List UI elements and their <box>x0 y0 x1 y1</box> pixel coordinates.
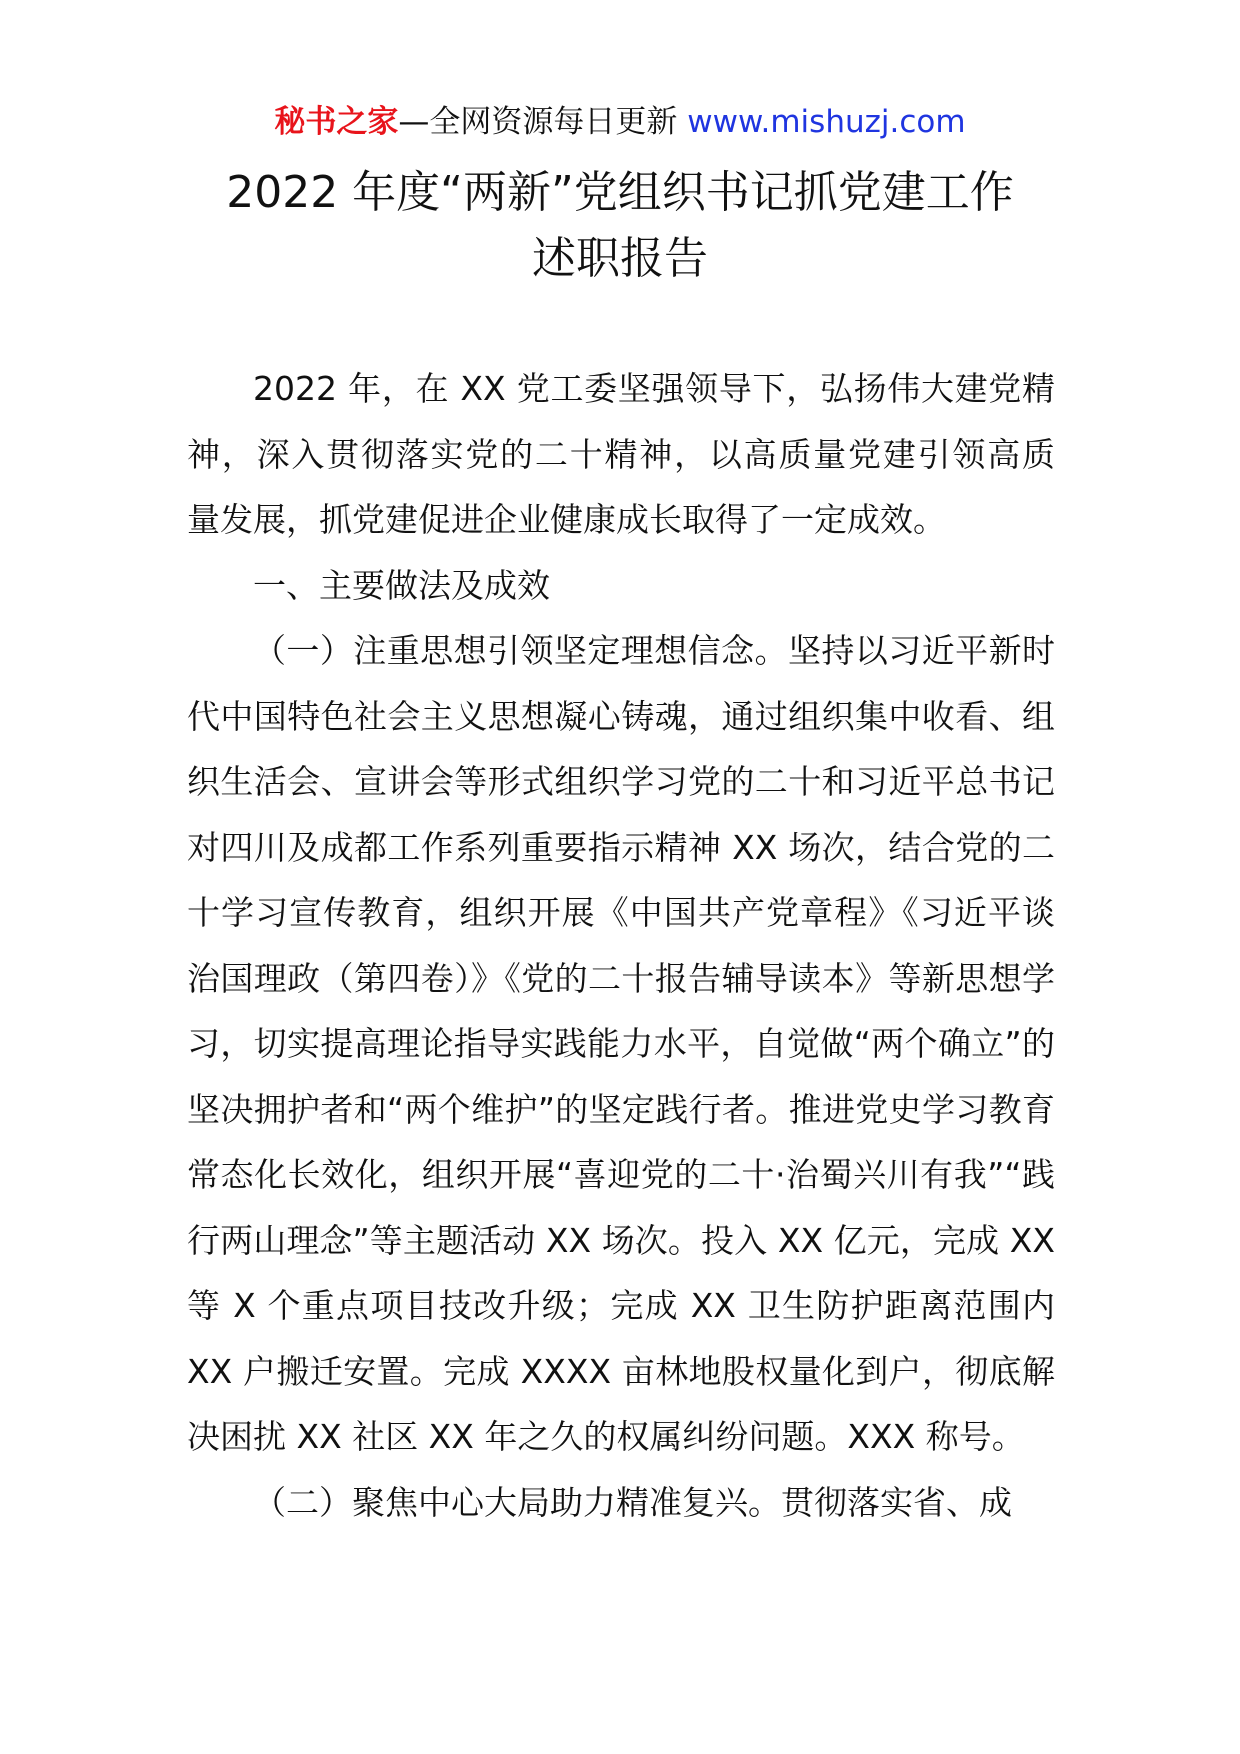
title-line-2: 述职报告 <box>532 233 708 284</box>
title-line-1: 2022 年度“两新”党组织书记抓党建工作 <box>226 167 1014 218</box>
document-title <box>140 160 1100 292</box>
subsection-2-paragraph: （二）聚焦中心大局助力精准复兴。贯彻落实省、成 <box>253 1482 1012 1522</box>
document-body <box>187 356 1055 1535</box>
site-header <box>0 100 1240 144</box>
section-heading: 一、主要做法及成效 <box>253 565 550 605</box>
site-tagline: —全网资源每日更新 <box>398 104 688 140</box>
intro-paragraph <box>187 356 1055 553</box>
text-line: 量发展，抓党建促进企业健康成长取得了一定成效。 <box>187 500 946 539</box>
site-url-link[interactable]: www.mishuzj.com <box>687 104 966 140</box>
subsection-1-paragraph: （一）注重思想引领坚定理想信念。坚持以习近平新时代中国特色社会主义思想凝心铸魂，通过组织集中收看、组织生活会、宣讲会等形式组织学习党的二十和习近平总书记对四川及成都工作系列重要指示精神 XX 场次，结合党的二十学习宣传教育，组织开展《中国共产党章程》《习近平谈治国理政（第四卷）》《党的二十报告辅导读本》等新思想学习，切实提高理论指导实践能力水平，自觉做“两个确立”的坚决拥护者和“两个维护”的坚定践行者。推进党史学习教育常态化长效化，组织开展“喜迎党的二十·治蜀兴川有我”“践行两山理念”等主题活动 XX 场次。投入 XX 亿元，完成 XX 等 X 个重点项目技改升级；完成 XX 卫生防护距离范围内 XX 户搬迁安置。完成 XXXX 亩林地股权量化到户，彻底解决困扰 XX 社区 XX 年之久的权属纠纷问题。XXX 称号。 <box>187 631 1055 1456</box>
text-line: 神，深入贯彻落实党的二十精神，以高质量党建引领高质 <box>187 434 1055 474</box>
text-line: 2022 年，在 XX 党工委坚强领导下，弘扬伟大建党精 <box>253 369 1055 408</box>
site-brand: 秘书之家 <box>274 104 399 140</box>
